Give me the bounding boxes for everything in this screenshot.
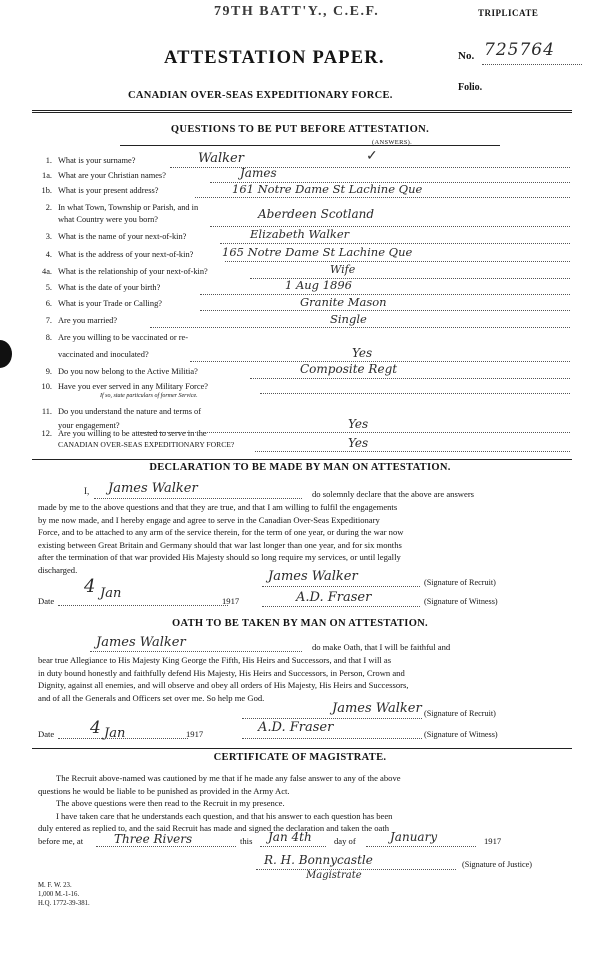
declaration-date-day: 4 [84,576,96,597]
checkmark-icon: ✓ [366,149,378,164]
answer-vaccinated: Yes [352,346,373,360]
declaration-recruit-signature: James Walker [268,569,358,584]
magistrate-before-label: before me, at [38,836,84,846]
declaration-recruit-label: (Signature of Recruit) [424,578,496,587]
magistrate-place: Three Rivers [114,832,193,846]
oath-date-month: Jan [104,726,126,741]
declaration-line-1: do solemnly declare that the above are answers [312,489,475,499]
declaration-heading: DECLARATION TO BE MADE BY MAN ON ATTESTATION. [149,462,451,473]
declaration-witness-label: (Signature of Witness) [424,597,498,606]
declaration-date-label: Date [38,596,55,606]
declaration-witness-signature: A.D. Fraser [296,590,372,605]
oath-line-1: do make Oath, that I will be faithful and [312,642,451,652]
oath-date-label: Date [38,729,55,739]
answers-label: (ANSWERS). [372,139,413,146]
answer-surname: Walker [198,151,244,166]
magistrate-text: The Recruit above-named was cautioned by me that if he made any false answer to any of the above questions he would be liable to be punished as provided in the Army Act. The above questions were then read to the Recruit in my presence. I have taken care that he understands each question, and that his answer to each question has been duly entered as replied to, and the said Recruit has made and signed the declaration and taken the oath [38,773,401,834]
answer-trade: Granite Mason [300,295,387,309]
oath-recruit-label: (Signature of Recruit) [424,709,496,718]
answer-christian-names: James [240,166,277,180]
justice-signature: R. H. Bonnycastle [264,853,373,867]
question-continuation: vaccinated and inoculated? [58,350,149,359]
declaration-i-label: I, [84,486,90,496]
justice-title: Magistrate [306,870,362,881]
folio-label: Folio. [458,82,483,93]
questions-heading: QUESTIONS TO BE PUT BEFORE ATTESTATION. [170,124,430,135]
declaration-date-month: Jan [100,586,122,601]
form-code: M. F. W. 23. [38,882,72,889]
declaration-text: made by me to the above questions and that they are true, and that I am willing to fulfil the engagements by me now made, and I hereby engage and agree to serve in the Canadian Over-Seas Expeditionary Force, and to be attached to any arm of the service therein, for the term of one year, or during the war now existing between Great Britain and Germany should that war last longer than one year, and for six months after the termination of that war provided His Majesty should so long require my services, or until legally discharged. [38,502,404,575]
answer-present-address: 161 Notre Dame St Lachine Que [232,182,423,196]
question-continuation: what Country were you born? [58,215,159,224]
magistrate-this-label: this [240,836,253,846]
magistrate-day-label: day of [334,836,356,846]
magistrate-year: 1917 [484,836,502,846]
answer-understand-terms: Yes [348,417,369,431]
regimental-number-value: 725764 [484,40,555,60]
oath-name: James Walker [96,635,186,650]
document-subtitle: CANADIAN OVER-SEAS EXPEDITIONARY FORCE. [128,90,393,101]
justice-label: (Signature of Justice) [462,860,533,869]
triplicate-label: TRIPLICATE [478,8,539,18]
question-continuation: CANADIAN OVER-SEAS EXPEDITIONARY FORCE? [58,440,235,449]
oath-date-day: 4 [90,718,101,738]
question-note: If so, state particulars of former Service. [100,393,198,399]
oath-heading: OATH TO BE TAKEN BY MAN ON ATTESTATION. [172,618,428,629]
question-continuation: your engagement? [58,421,120,430]
magistrate-heading: CERTIFICATE OF MAGISTRATE. [213,752,387,763]
declaration-name: James Walker [108,481,198,496]
oath-year: 1917 [186,729,204,739]
margin-hole [0,340,12,368]
print-run: 1,000 M.-1-16. [38,891,80,898]
declaration-year: 1917 [222,596,240,606]
oath-recruit-signature: James Walker [332,701,422,716]
answer-date-of-birth: 1 Aug 1896 [285,278,352,292]
questions-list: 1. What is your surname? 1a. What are your Christian names? 1b. What is your present address? 2. In what Town, Township or Parish, and in what Country were you born? 3. What is the name of your next-of-kin? 4. What is the address of your next-of-kin? 4a. What is the relationship of your next-of-kin? 5. What is the date of your birth? 6. What is your Trade or Calling? 7. Are you married? 8. Are you willing to be vaccinated or re- vaccinated and inoculated? 9. Do you now belong to the Active Militia? 10. Have you ever served in any Military Force? If so, state particulars of former Service. 11. Do you understand the nature and terms of your engagement? 12. Are you willing to be attested to serve in the CANADIAN OVER-SEAS EXPEDITIONARY FORCE? [41,156,235,449]
magistrate-day: Jan 4th [268,830,312,844]
answer-next-of-kin: Elizabeth Walker [250,227,350,241]
answer-willing-to-serve: Yes [348,436,369,450]
hq-reference: H.Q. 1772-39-381. [38,900,90,907]
battalion-stamp: 79TH BATT'Y., C.E.F. [214,4,380,19]
answer-birthplace: Aberdeen Scotland [258,207,375,221]
answer-next-of-kin-address: 165 Notre Dame St Lachine Que [222,245,413,259]
document-title: ATTESTATION PAPER. [164,48,385,68]
oath-text: bear true Allegiance to His Majesty King George the Fifth, His Heirs and Successors, and that I will as in duty bound honestly and faithfully defend His Majesty, His Heirs and Successors, in Person, Crown and Dignity, against all enemies, and will observe and obey all orders of His Majesty, His Heirs and Successors, and of all the Generals and Officers set over me. So help me God. [38,655,409,703]
answer-active-militia: Composite Regt [300,362,398,376]
magistrate-month: January [390,830,438,844]
oath-witness-label: (Signature of Witness) [424,730,498,739]
answer-married: Single [330,312,367,326]
oath-witness-signature: A.D. Fraser [258,720,334,735]
regimental-number-label: No. [458,50,475,62]
answer-relationship: Wife [330,263,356,276]
